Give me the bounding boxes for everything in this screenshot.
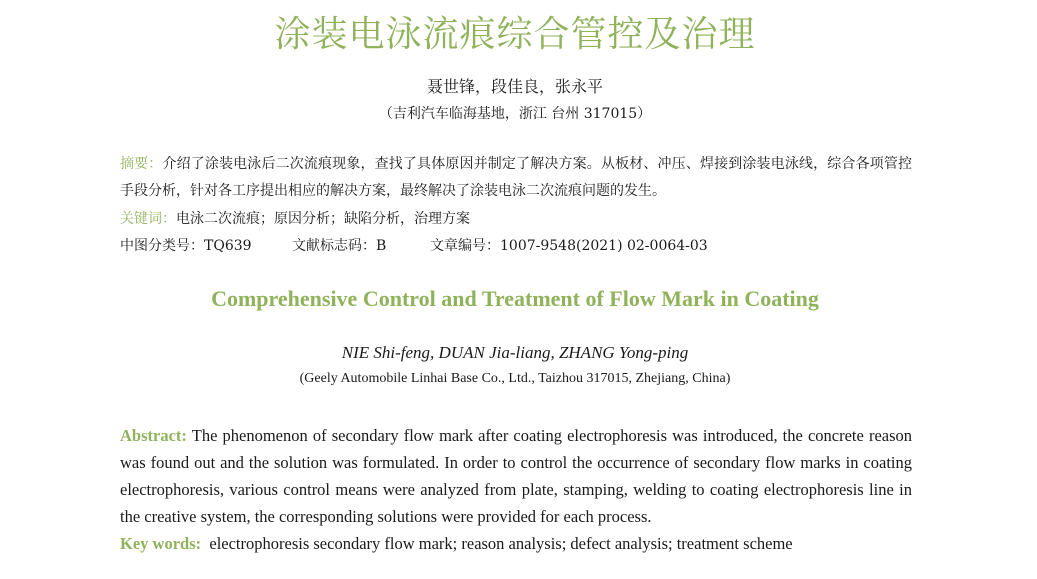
chinese-abstract-text: 介绍了涂装电泳后二次流痕现象，查找了具体原因并制定了解决方案。从板材、冲压、焊接到涂装电泳线，综合各项管控手段分析，针对各工序提出相应的解决方案，最终解决了涂装电泳二次流痕问题的发生。 (120, 156, 912, 199)
chinese-affiliation: （吉利汽车临海基地，浙江 台州 317015） (378, 106, 652, 122)
chinese-keywords-label: 关键词： (120, 211, 176, 227)
english-abstract (120, 422, 912, 530)
english-authors: NIE Shi-feng, DUAN Jia-liang, ZHANG Yong-ping (341, 343, 689, 362)
chinese-title: 涂装电泳流痕综合管控及治理 (274, 14, 756, 55)
chinese-keywords-text: 电泳二次流痕；原因分析；缺陷分析，治理方案 (176, 211, 470, 227)
classification-line (120, 233, 708, 260)
english-abstract-text: The phenomenon of secondary flow mark after coating electrophoresis was introduced, the concrete reason was found out and the solution was formulated. In order to control the occurrence of secondary flow marks in coating electrophoresis, various control means were analyzed from plate, stamping, welding to coating electrophoresis line in the creative system, the corresponding solutions were provided for each process. (120, 426, 913, 526)
english-affiliation: (Geely Automobile Linhai Base Co., Ltd., Taizhou 317015, Zhejiang, China) (299, 371, 731, 386)
chinese-keywords (120, 206, 912, 233)
article-number: 文章编号：1007-9548(2021) 02-0064-03 (430, 238, 708, 254)
chinese-abstract-label: 摘要： (120, 156, 163, 172)
english-abstract-label: Abstract: (120, 426, 187, 445)
clc-number: 中图分类号：TQ639 (120, 238, 252, 254)
chinese-abstract (120, 151, 912, 205)
document-code: 文献标志码：B (292, 238, 387, 254)
english-keywords-label: Key words: (120, 534, 202, 553)
english-keywords (120, 530, 912, 557)
chinese-authors: 聂世锋，段佳良，张永平 (426, 77, 603, 96)
english-keywords-text: electrophoresis secondary flow mark; reason analysis; defect analysis; treatment scheme (209, 534, 793, 553)
english-title: Comprehensive Control and Treatment of Flow Mark in Coating (211, 286, 819, 311)
